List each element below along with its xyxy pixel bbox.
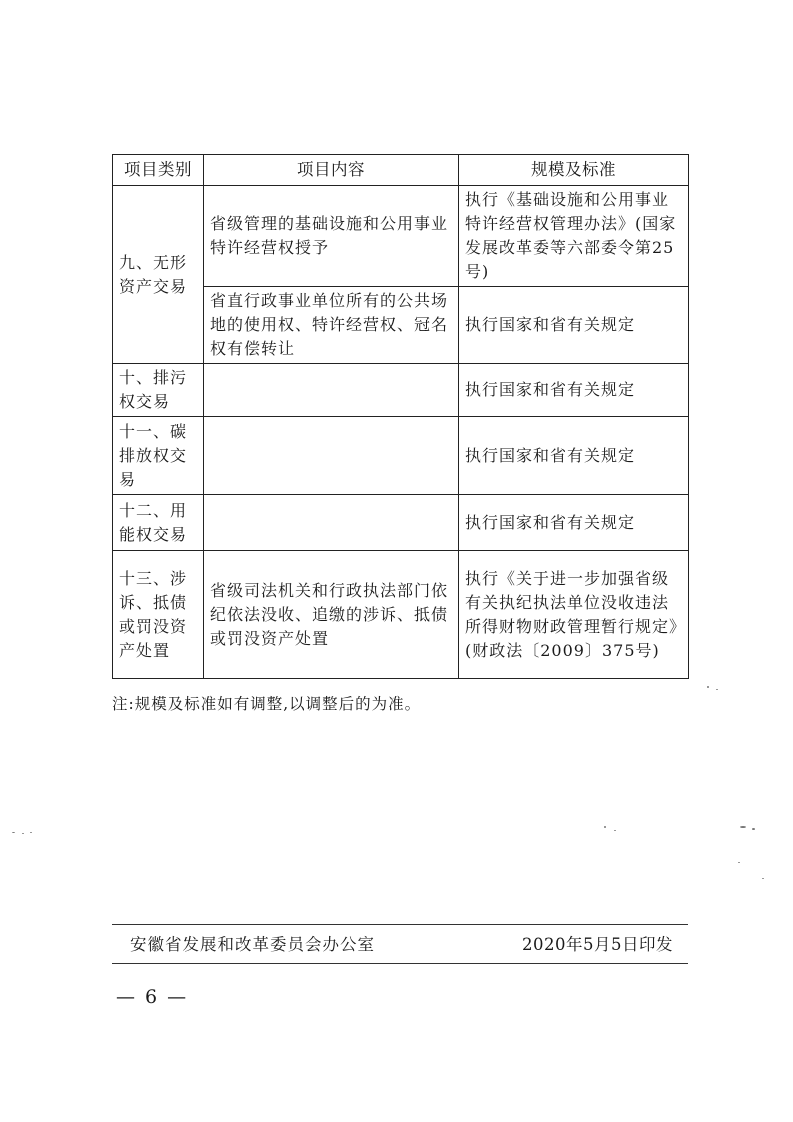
- scan-speck: [12, 832, 15, 833]
- project-standards-table: [112, 154, 689, 679]
- category-cell: 十二、用能权交易: [113, 495, 204, 551]
- scan-speck: [716, 689, 718, 690]
- standard-cell: 执行《基础设施和公用事业特许经营权管理办法》(国家发展改革委等六部委令第25号): [459, 186, 689, 287]
- content-cell: 省级司法机关和行政执法部门依纪依法没收、追缴的涉诉、抵债或罚没资产处置: [204, 551, 459, 679]
- footer-top-rule: [112, 924, 688, 925]
- category-cell: 九、无形资产交易: [113, 186, 204, 364]
- standard-cell: 执行《关于进一步加强省级有关执纪执法单位没收违法所得财物财政管理暂行规定》(财政法〔2009〕375号): [459, 551, 689, 679]
- table-row: [113, 364, 689, 417]
- scan-speck: [707, 686, 709, 688]
- column-header-standard: 规模及标准: [459, 155, 689, 186]
- standard-cell: 执行国家和省有关规定: [459, 495, 689, 551]
- table-row: [113, 417, 689, 495]
- footer-bottom-rule: [112, 963, 688, 964]
- standard-cell: 执行国家和省有关规定: [459, 287, 689, 364]
- table-row: [113, 186, 689, 287]
- category-cell: 十三、涉诉、抵债或罚没资产处置: [113, 551, 204, 679]
- table-header-row: [113, 155, 689, 186]
- page-number: — 6 —: [116, 986, 189, 1008]
- column-header-category: 项目类别: [113, 155, 204, 186]
- column-header-content: 项目内容: [204, 155, 459, 186]
- scan-speck: [604, 826, 606, 828]
- scan-speck: [762, 878, 764, 879]
- scan-speck: [752, 828, 755, 830]
- category-cell: 十、排污权交易: [113, 364, 204, 417]
- content-cell: [204, 417, 459, 495]
- content-cell: [204, 364, 459, 417]
- content-cell: 省直行政事业单位所有的公共场地的使用权、特许经营权、冠名权有偿转让: [204, 287, 459, 364]
- standard-cell: 执行国家和省有关规定: [459, 364, 689, 417]
- table-row: [113, 495, 689, 551]
- content-cell: 省级管理的基础设施和公用事业特许经营权授予: [204, 186, 459, 287]
- scan-speck: [740, 826, 746, 828]
- scan-speck: [22, 833, 24, 834]
- table-row: [113, 551, 689, 679]
- category-cell: 十一、碳排放权交易: [113, 417, 204, 495]
- issuer-name: 安徽省发展和改革委员会办公室: [130, 935, 375, 954]
- table-note: 注:规模及标准如有调整,以调整后的为准。: [112, 695, 422, 713]
- content-cell: [204, 495, 459, 551]
- scan-speck: [30, 832, 32, 833]
- standard-cell: 执行国家和省有关规定: [459, 417, 689, 495]
- scan-speck: [738, 862, 740, 863]
- issue-date: 2020年5月5日印发: [522, 935, 673, 954]
- scan-speck: [614, 830, 616, 831]
